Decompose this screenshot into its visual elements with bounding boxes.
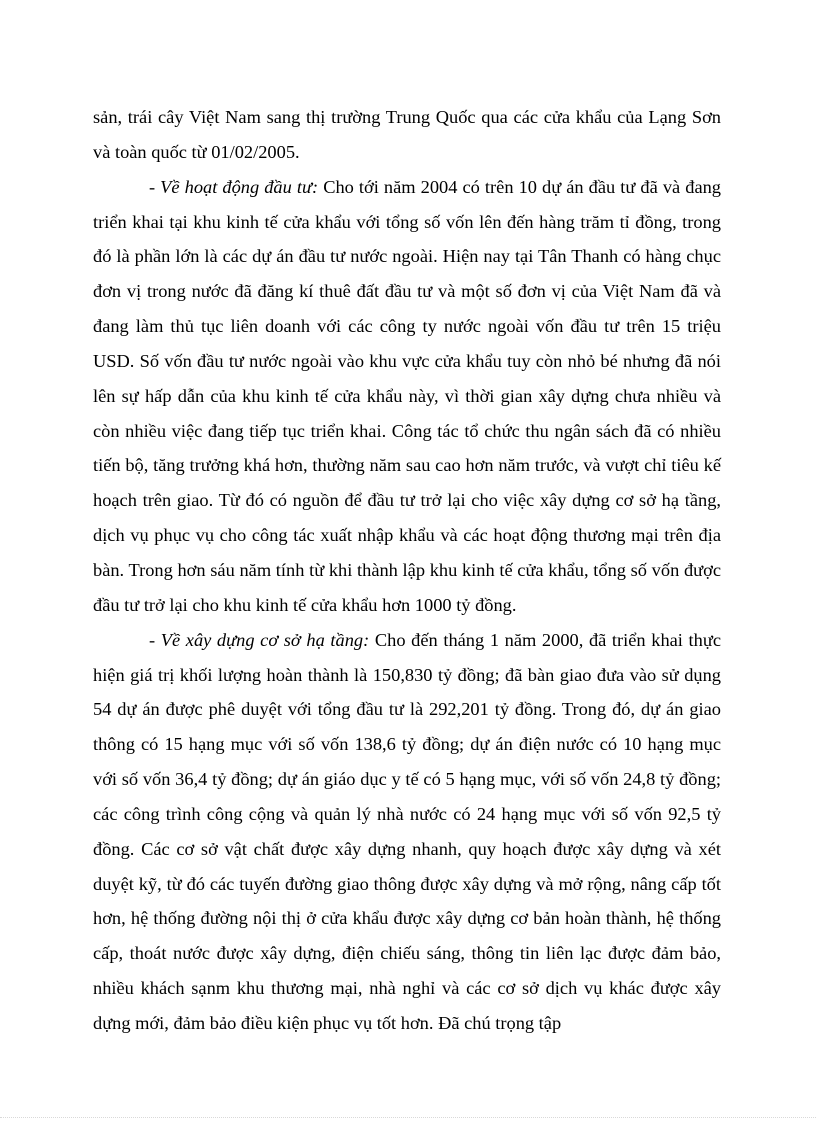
paragraph-text: sản, trái cây Việt Nam sang thị trường Trung Quốc qua các cửa khẩu của Lạng Sơn và toàn quốc từ 01/02/2005. xyxy=(93,107,721,162)
paragraph-text: Cho tới năm 2004 có trên 10 dự án đầu tư đã và đang triển khai tại khu kinh tế cửa khẩu với tổng số vốn lên đến hàng trăm tỉ đồng, trong đó là phần lớn là các dự án đầu tư nước ngoài. Hiện nay tại Tân Thanh có hàng chục đơn vị trong nước đã đăng kí thuê đất đầu tư và một số đơn vị của Việt Nam đã và đang làm thủ tục liên doanh với các công ty nước ngoài vốn đầu tư trên 15 triệu USD. Số vốn đầu tư nước ngoài vào khu vực cửa khẩu tuy còn nhỏ bé nhưng đã nói lên sự hấp dẫn của khu kinh tế cửa khẩu này, vì thời gian xây dựng chưa nhiều và còn nhiều việc đang tiếp tục triển khai. Công tác tổ chức thu ngân sách đã có nhiều tiến bộ, tăng trưởng khá hơn, thường năm sau cao hơn năm trước, và vượt chỉ tiêu kế hoạch trên giao. Từ đó có nguồn để đầu tư trở lại cho việc xây dựng cơ sở hạ tầng, dịch vụ phục vụ cho công tác xuất nhập khẩu và các hoạt động thương mại trên địa bàn. Trong hơn sáu năm tính từ khi thành lập khu kinh tế cửa khẩu, tổng số vốn được đầu tư trở lại cho khu kinh tế cửa khẩu hơn 1000 tỷ đồng. xyxy=(93,176,721,615)
paragraph-heading: - Về hoạt động đầu tư: xyxy=(149,176,319,197)
paragraph-investment xyxy=(93,170,721,623)
paragraph-heading: - Về xây dựng cơ sở hạ tầng: xyxy=(149,629,370,650)
body-text xyxy=(93,100,721,1041)
paragraph-text: Cho đến tháng 1 năm 2000, đã triển khai thực hiện giá trị khối lượng hoàn thành là 150,830 tỷ đồng; đã bàn giao đưa vào sử dụng 54 dự án được phê duyệt với tổng đầu tư là 292,201 tỷ đồng. Trong đó, dự án giao thông có 15 hạng mục với số vốn 138,6 tỷ đồng; dự án điện nước có 10 hạng mục với số vốn 36,4 tỷ đồng; dự án giáo dục y tế có 5 hạng mục, với số vốn 24,8 tỷ đồng; các công trình công cộng và quản lý nhà nước có 24 hạng mục với số vốn 92,5 tỷ đồng. Các cơ sở vật chất được xây dựng nhanh, quy hoạch được xây dựng và xét duyệt kỹ, từ đó các tuyến đường giao thông được xây dựng và mở rộng, nâng cấp tốt hơn, hệ thống đường nội thị ở cửa khẩu được xây dựng cơ bản hoàn thành, hệ thống cấp, thoát nước được xây dựng, điện chiếu sáng, thông tin liên lạc được đảm bảo, nhiều khách sạnm khu thương mại, nhà nghỉ và các cơ sở dịch vụ khác được xây dựng mới, đảm bảo điều kiện phục vụ tốt hơn. Đã chú trọng tập xyxy=(93,629,721,1033)
page-bottom-divider xyxy=(0,1117,816,1118)
paragraph-continuation xyxy=(93,100,721,170)
paragraph-infrastructure xyxy=(93,623,721,1041)
